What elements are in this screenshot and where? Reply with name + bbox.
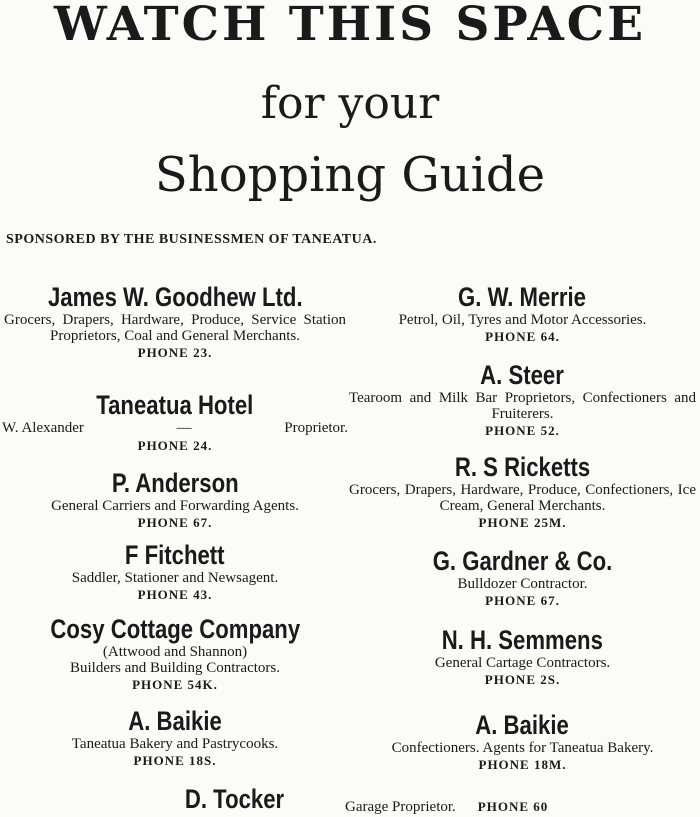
business-name: N. H. Semmens [441, 625, 604, 655]
listing-tocker-details [345, 798, 700, 816]
listing-taneatua-hotel [0, 390, 350, 454]
business-phone: PHONE 52. [485, 423, 560, 438]
business-subtitle: (Attwood and Shannon) [102, 644, 248, 660]
business-phone: PHONE 23. [137, 345, 213, 360]
proprietor-name: W. Alexander [2, 420, 84, 436]
business-description: Taneatua Bakery and Pastrycooks. [71, 736, 279, 752]
listing-baikie-left [0, 706, 350, 769]
business-phone: PHONE 64. [485, 329, 560, 344]
business-description: Builders and Building Contractors. [70, 660, 280, 676]
business-phone: PHONE 54K. [132, 677, 218, 692]
business-description: Saddler, Stationer and Newsagent. [71, 570, 279, 586]
business-phone: PHONE 25M. [478, 515, 567, 530]
business-name: A. Baikie [128, 706, 222, 736]
business-phone: PHONE 43. [137, 587, 213, 602]
business-name: Taneatua Hotel [96, 390, 254, 420]
business-phone: PHONE 18M. [478, 757, 567, 772]
business-name: F Fitchett [125, 540, 225, 570]
listing-gardner [345, 546, 700, 609]
business-description: Grocers, Drapers, Hardware, Produce, Confectioners, Ice Cream, General Merchants. [349, 482, 696, 514]
business-description: Garage Proprietor. [345, 799, 456, 815]
business-name: R. S Ricketts [454, 452, 591, 482]
listing-fitchett [0, 540, 350, 603]
business-phone: PHONE 24. [137, 438, 213, 453]
business-description: General Cartage Contractors. [434, 655, 611, 671]
listing-semmens [345, 625, 700, 688]
business-description: General Carriers and Forwarding Agents. [51, 498, 299, 514]
listing-goodhew [0, 282, 350, 361]
business-description: Grocers, Drapers, Hardware, Produce, Service Station Proprietors, Coal and General Merchants. [4, 312, 346, 344]
business-name: G. W. Merrie [458, 282, 587, 312]
business-phone: PHONE 67. [137, 515, 213, 530]
business-name: Cosy Cottage Company [50, 614, 300, 644]
business-phone: PHONE 2S. [484, 672, 561, 687]
business-name: James W. Goodhew Ltd. [47, 282, 303, 312]
business-description: Tearoom and Milk Bar Proprietors, Confectioners and Fruiterers. [349, 390, 696, 422]
listing-baikie-right [345, 710, 700, 773]
listing-cosy-cottage [0, 614, 350, 693]
business-phone: PHONE 18S. [133, 753, 217, 768]
business-name: A. Baikie [475, 710, 570, 740]
business-name: D. Tocker [185, 784, 285, 814]
listing-merrie [345, 282, 700, 345]
listing-steer [345, 360, 700, 439]
business-phone: PHONE 60 [477, 799, 549, 814]
business-description: Petrol, Oil, Tyres and Motor Accessories. [398, 312, 647, 328]
business-phone: PHONE 67. [485, 593, 560, 608]
business-name: P. Anderson [111, 468, 239, 498]
business-name: G. Gardner & Co. [432, 546, 613, 576]
dash: — [176, 420, 192, 436]
hotel-proprietor-line [0, 420, 350, 437]
sponsor-line: SPONSORED BY THE BUSINESSMEN OF TANEATUA. [6, 232, 377, 247]
listing-ricketts [345, 452, 700, 531]
business-description: Confectioners. Agents for Taneatua Bakery. [391, 740, 654, 756]
business-description: Bulldozer Contractor. [457, 576, 588, 592]
proprietor-role: Proprietor. [284, 420, 348, 436]
headline-shopping-guide: Shopping Guide [154, 147, 546, 203]
headline-for-your: for your [260, 78, 440, 129]
headline-watch-this-space: WATCH THIS SPACE [53, 0, 647, 52]
business-name: A. Steer [480, 360, 565, 390]
listing-anderson [0, 468, 350, 531]
